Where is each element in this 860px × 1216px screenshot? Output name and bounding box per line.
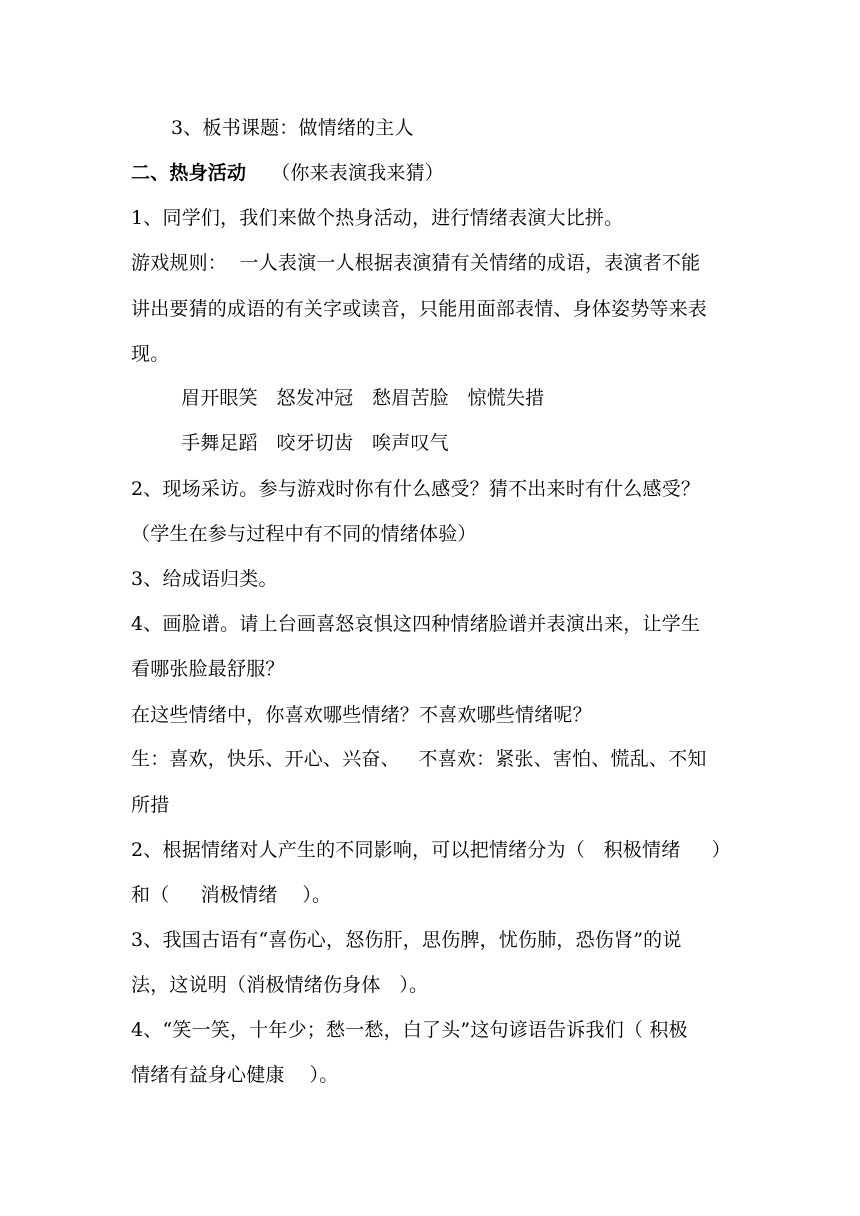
student-answer-line-1: 生：喜欢，快乐、开心、兴奋、 不喜欢：紧张、害怕、慌乱、不知	[131, 748, 707, 770]
idioms-row-2: 手舞足蹈 咬牙切齿 唉声叹气	[181, 432, 449, 454]
blackboard-title: 3、板书课题：做情绪的主人	[171, 117, 414, 139]
idioms-row-1: 眉开眼笑 怒发冲冠 愁眉苦脸 惊慌失措	[181, 387, 545, 409]
game-rules-line-2: 讲出要猜的成语的有关字或读音，只能用面部表情、身体姿势等来表	[131, 298, 708, 320]
question-preferences: 在这些情绪中，你喜欢哪些情绪？不喜欢哪些情绪呢？	[131, 704, 592, 726]
section-heading-text: 二、热身活动	[131, 162, 247, 184]
paragraph-interview: 2、现场采访。参与游戏时你有什么感受？猜不出来时有什么感受？	[131, 478, 701, 500]
section-heading-warmup	[131, 161, 733, 185]
exercise-4-line-2: 情绪有益身心健康 ）。	[131, 1064, 339, 1086]
paragraph-classify-idioms: 3、给成语归类。	[131, 568, 278, 590]
exercise-2-line-1: 2、根据情绪对人产生的不同影响，可以把情绪分为（ 积极情绪 ）	[131, 839, 731, 861]
exercise-2-line-2: 和（ 消极情绪 ）。	[131, 884, 332, 906]
exercise-3-line-2: 法，这说明（消极情绪伤身体 ）。	[131, 974, 429, 996]
paragraph-face-drawing-line-2: 看哪张脸最舒服？	[131, 658, 285, 680]
exercise-4-line-1: 4、“笑一笑，十年少；愁一愁，白了头”这句谚语告诉我们（ 积极	[131, 1019, 688, 1041]
paragraph-interview-note: （学生在参与过程中有不同的情绪体验）	[131, 523, 477, 545]
paragraph-warmup-intro: 1、同学们，我们来做个热身活动，进行情绪表演大比拼。	[131, 207, 624, 229]
section-subtitle: （你来表演我来猜）	[271, 162, 444, 184]
paragraph-face-drawing-line-1: 4、画脸谱。请上台画喜怒哀惧这四种情绪脸谱并表演出来，让学生	[131, 613, 701, 635]
exercise-3-line-1: 3、我国古语有“喜伤心，怒伤肝，思伤脾，忧伤肺，恐伤肾”的说	[131, 929, 682, 951]
student-answer-line-2: 所措	[131, 794, 170, 816]
game-rules-line-3: 现。	[131, 343, 170, 365]
game-rules-line-1: 游戏规则： 一人表演一人根据表演猜有关情绪的成语，表演者不能	[131, 252, 701, 274]
